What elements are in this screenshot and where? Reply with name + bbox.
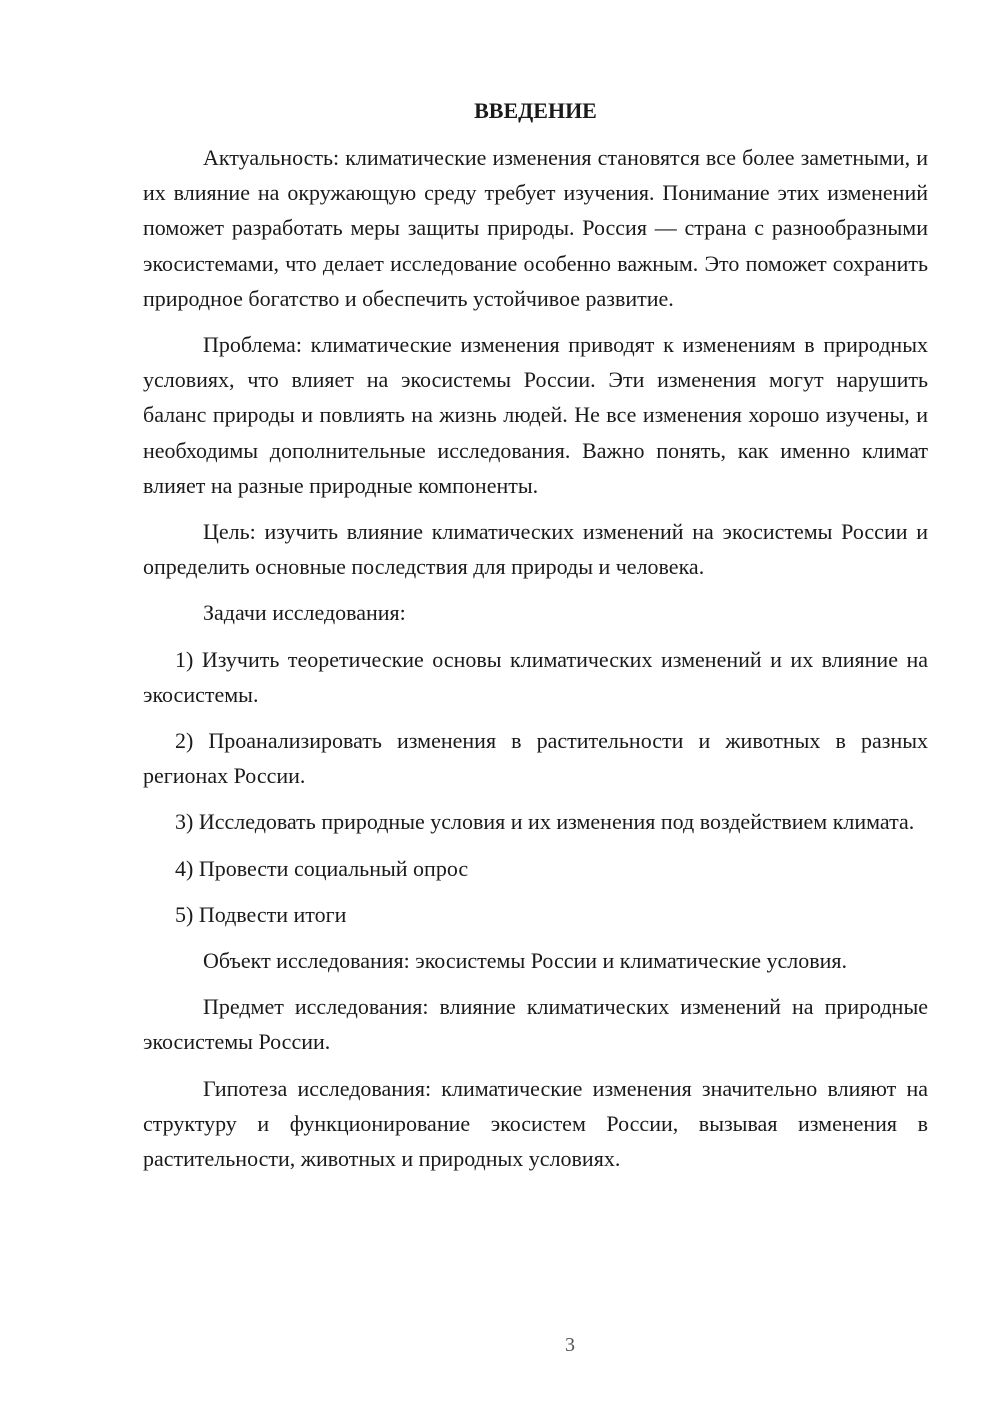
paragraph-object: Объект исследования: экосистемы России и климатические условия. [203, 948, 847, 974]
paragraph-relevance: Актуальность: климатические изменения становятся все более заметными, и их влияние на окружающую среду требует изучения. Понимание этих изменений поможет разработать меры защиты природы. Россия — страна с разнообразными экосистемами, что делает исследование особенно важным. Это поможет сохранить природное богатство и обеспечить устойчивое развитие. [143, 145, 928, 311]
page-content [143, 93, 928, 1187]
page-number: 3 [565, 1334, 575, 1356]
task-item-4: 4) Провести социальный опрос [175, 855, 469, 881]
paragraph-goal: Цель: изучить влияние климатических изменений на экосистемы России и определить основные последствия для природы и человека. [143, 519, 928, 580]
task-item-2: 2) Проанализировать изменения в растительности и животных в разных регионах России. [143, 728, 928, 789]
paragraph-hypothesis: Гипотеза исследования: климатические изменения значительно влияют на структуру и функционирование экосистем России, вызывая изменения в растительности, животных и природных условиях. [143, 1075, 928, 1172]
paragraph-tasks-heading: Задачи исследования: [203, 600, 406, 626]
task-item-5: 5) Подвести итоги [175, 901, 347, 927]
section-title: ВВЕДЕНИЕ [474, 98, 597, 123]
task-item-1: 1) Изучить теоретические основы климатических изменений и их влияние на экосистемы. [143, 646, 928, 707]
paragraph-subject: Предмет исследования: влияние климатических изменений на природные экосистемы России. [143, 994, 928, 1055]
task-item-3: 3) Исследовать природные условия и их изменения под воздействием климата. [175, 809, 915, 835]
paragraph-problem: Проблема: климатические изменения приводят к изменениям в природных условиях, что влияет на экосистемы России. Эти изменения могут нарушить баланс природы и повлиять на жизнь людей. Не все изменения хорошо изучены, и необходимы дополнительные исследования. Важно понять, как именно климат влияет на разные природные компоненты. [143, 332, 928, 498]
